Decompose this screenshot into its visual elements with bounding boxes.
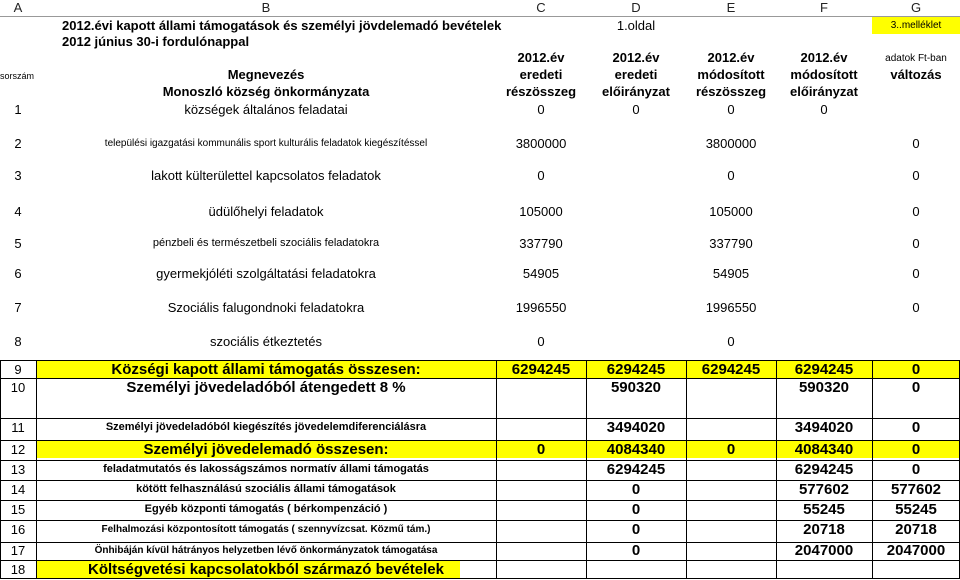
cell-c[interactable]: 0: [537, 101, 545, 117]
cell-e[interactable]: 1996550: [705, 299, 757, 315]
row-label: üdülőhelyi feladatok: [208, 203, 324, 219]
header-d-l2: eredeti: [614, 67, 658, 82]
row-label: Szociális falugondnoki feladatokra: [167, 299, 365, 315]
column-header-b[interactable]: B: [261, 0, 271, 15]
cell-c[interactable]: 0: [537, 333, 545, 349]
row-label: szociális étkeztetés: [210, 333, 322, 349]
header-f-l3: előirányzat: [790, 84, 858, 99]
row-number: 12: [10, 441, 26, 457]
row-number: 15: [10, 501, 26, 517]
cell-g[interactable]: 0: [912, 135, 920, 151]
cell-g[interactable]: 0: [911, 378, 921, 396]
cell-c[interactable]: 0: [536, 440, 546, 458]
cell-g[interactable]: 0: [912, 265, 920, 281]
cell-e[interactable]: 0: [726, 440, 736, 458]
cell-d[interactable]: 6294245: [606, 360, 666, 378]
row-number: 14: [10, 481, 26, 497]
column-header-g[interactable]: G: [910, 0, 922, 15]
cell-c[interactable]: 0: [537, 167, 545, 183]
cell-g[interactable]: 0: [911, 360, 921, 378]
cell-d[interactable]: 0: [631, 520, 641, 538]
row-number: 3: [14, 167, 22, 183]
cell-e[interactable]: 3800000: [705, 135, 757, 151]
cell-d[interactable]: 590320: [610, 378, 662, 396]
row-label: Személyi jövedeladóból kiegészítés jövedelemdiferenciálásra: [105, 420, 427, 433]
header-e-l3: részösszeg: [695, 84, 767, 99]
cell-d[interactable]: 0: [631, 480, 641, 498]
grid-line: [0, 360, 1, 578]
column-header-row: [0, 0, 960, 17]
grid-line: [776, 360, 777, 578]
units-label: adatok Ft-ban: [885, 53, 947, 64]
cell-c[interactable]: 337790: [519, 235, 563, 251]
cell-d[interactable]: 4084340: [606, 440, 666, 458]
cell-c[interactable]: 105000: [519, 203, 563, 219]
header-e-l2: módosított: [697, 67, 765, 82]
row-label: lakott külterülettel kapcsolatos feladatok: [151, 167, 381, 183]
cell-c[interactable]: 3800000: [515, 135, 567, 151]
row-label: Felhalmozási központosított támogatás ( szennyvízcsat. Közmű tám.): [101, 523, 431, 535]
row-number: 18: [10, 561, 26, 577]
cell-g[interactable]: 2047000: [886, 541, 946, 559]
page-number: 1.oldal: [616, 18, 656, 33]
row-number: 16: [10, 521, 26, 537]
column-header-e[interactable]: E: [726, 0, 736, 15]
cell-f[interactable]: 0: [820, 101, 828, 117]
column-header-d[interactable]: D: [631, 0, 641, 15]
grid-line: [36, 360, 37, 578]
row-label: Községi kapott állami támogatás összesen:: [111, 360, 421, 378]
row-number: 11: [11, 419, 25, 435]
column-header-a[interactable]: A: [13, 0, 23, 15]
row-label: községek általános feladatai: [184, 101, 348, 117]
cell-f[interactable]: 20718: [803, 520, 845, 538]
cell-g[interactable]: 0: [912, 235, 920, 251]
cell-g[interactable]: 55245: [895, 500, 937, 518]
row-label: települési igazgatási kommunális sport kulturális feladatok kiegészítéssel: [104, 137, 428, 149]
header-d-l3: előirányzat: [602, 84, 670, 99]
header-valtozas: változás: [890, 67, 942, 82]
cell-c[interactable]: 1996550: [515, 299, 567, 315]
cell-g[interactable]: 0: [912, 167, 920, 183]
row-label: gyermekjóléti szolgáltatási feladatokra: [156, 265, 376, 281]
header-d-year: 2012.év: [612, 50, 660, 65]
cell-g[interactable]: 0: [911, 418, 921, 436]
row-label: kötött felhasználású szociális állami támogatások: [136, 482, 396, 495]
title-line-2: 2012 június 30-i fordulónappal: [62, 34, 250, 49]
header-f-l2: módosított: [790, 67, 858, 82]
cell-d[interactable]: 6294245: [606, 460, 666, 478]
cell-e[interactable]: 0: [727, 101, 735, 117]
row-number: 13: [10, 461, 26, 477]
cell-f[interactable]: 3494020: [794, 418, 854, 436]
cell-f[interactable]: 6294245: [794, 360, 854, 378]
grid-line: [496, 360, 497, 578]
cell-d[interactable]: 0: [631, 500, 641, 518]
row-number: 6: [14, 265, 22, 281]
grid-line: [686, 360, 687, 578]
cell-g[interactable]: 0: [911, 460, 921, 478]
cell-g[interactable]: 0: [912, 203, 920, 219]
cell-g[interactable]: 0: [911, 440, 921, 458]
cell-e[interactable]: 0: [727, 333, 735, 349]
row-label: Egyéb központi támogatás ( bérkompenzáció ): [144, 502, 388, 515]
cell-g[interactable]: 577602: [890, 480, 942, 498]
grid-line: [586, 360, 587, 578]
cell-g[interactable]: 20718: [895, 520, 937, 538]
cell-f[interactable]: 590320: [798, 378, 850, 396]
row-number: 4: [14, 203, 22, 219]
row-label: Önhibáján kívül hátrányos helyzetben lévő önkormányzatok támogatása: [94, 544, 438, 556]
header-f-year: 2012.év: [800, 50, 848, 65]
row-number: 1: [14, 101, 22, 117]
cell-d[interactable]: 0: [631, 541, 641, 559]
cell-e[interactable]: 6294245: [701, 360, 761, 378]
header-c-year: 2012.év: [517, 50, 565, 65]
row-label: feladatmutatós és lakosságszámos normatív állami támogatás: [103, 462, 429, 475]
cell-d[interactable]: 3494020: [606, 418, 666, 436]
row-number: 8: [14, 333, 22, 349]
row-label: pénzbeli és természetbeli szociális feladatokra: [152, 236, 380, 249]
grid-line: [872, 360, 873, 578]
header-e-year: 2012.év: [707, 50, 755, 65]
header-c-l3: részösszeg: [505, 84, 577, 99]
header-org: Monoszló község önkormányzata: [162, 84, 370, 99]
row-number: 9: [14, 361, 22, 377]
cell-f[interactable]: 577602: [798, 480, 850, 498]
cell-f[interactable]: 6294245: [794, 460, 854, 478]
cell-f[interactable]: 2047000: [794, 541, 854, 559]
row-number: 5: [14, 235, 22, 251]
row-number: 17: [10, 542, 26, 558]
header-c-l2: eredeti: [519, 67, 563, 82]
grid-line: [0, 578, 960, 579]
annex-label: 3..melléklet: [890, 20, 942, 31]
column-header-f[interactable]: F: [820, 0, 828, 15]
cell-d[interactable]: 0: [632, 101, 640, 117]
cell-e[interactable]: 0: [727, 167, 735, 183]
cell-f[interactable]: 4084340: [794, 440, 854, 458]
row-label: Személyi jövedelemadó összesen:: [143, 440, 389, 458]
row-number: 7: [14, 299, 22, 315]
row-number: 10: [10, 379, 26, 395]
row-label: Személyi jövedeladóból átengedett 8 %: [126, 378, 406, 396]
cell-c[interactable]: 54905: [522, 265, 560, 281]
header-megnevezes: Megnevezés: [227, 67, 305, 82]
title-line-1: 2012.évi kapott állami támogatások és személyi jövdelemadó bevételek: [62, 18, 502, 33]
header-sorszam: sorszám: [0, 71, 35, 81]
cell-e[interactable]: 54905: [712, 265, 750, 281]
cell-e[interactable]: 105000: [709, 203, 753, 219]
cell-c[interactable]: 6294245: [511, 360, 571, 378]
row-number: 2: [14, 135, 22, 151]
cell-f[interactable]: 55245: [803, 500, 845, 518]
cell-e[interactable]: 337790: [709, 235, 753, 251]
column-header-c[interactable]: C: [536, 0, 546, 15]
cell-g[interactable]: 0: [912, 299, 920, 315]
row-label: Költségvetési kapcsolatokból származó bevételek: [88, 560, 444, 578]
